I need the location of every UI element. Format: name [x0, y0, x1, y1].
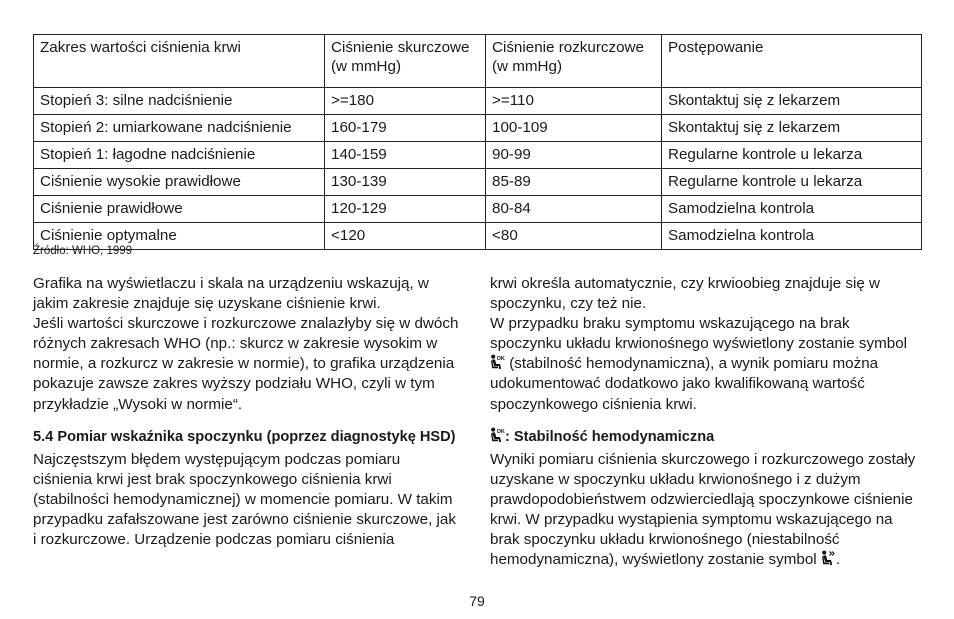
seated-person-ok-icon — [490, 427, 505, 443]
cell-range: Stopień 3: silne nadciśnienie — [34, 88, 325, 115]
table-row — [34, 223, 922, 250]
paragraph: Jeśli wartości skurczowe i rozkurczowe znalazłyby się w dwóch różnych zakresach WHO (np.: skurcz w zakresie wysokim w normie, a rozkurcz w zakresie w normie), to grafika urządzenia pokazuje zawsze zakres wyższy podziału WHO, czyli w tym przykładzie „Wysoki w normie“. — [33, 315, 459, 413]
cell-systolic: 120-129 — [325, 196, 486, 223]
cell-range: Stopień 2: umiarkowane nadciśnienie — [34, 115, 325, 142]
ok-label: OK — [496, 428, 505, 435]
header-diastolic: Ciśnienie rozkurczowe (w mmHg) — [486, 35, 662, 88]
cell-action: Samodzielna kontrola — [662, 223, 922, 250]
subsection-heading — [490, 427, 920, 447]
cell-diastolic: >=110 — [486, 88, 662, 115]
cell-action: Skontaktuj się z lekarzem — [662, 88, 922, 115]
seated-person-unstable-icon — [821, 550, 836, 566]
paragraph: Grafika na wyświetlaczu i skala na urządzeniu wskazują, w jakim zakresie znajduje się uzyskane ciśnienie krwi. — [33, 275, 429, 313]
cell-action: Regularne kontrole u lekarza — [662, 169, 922, 196]
paragraph-text: W przypadku braku symptomu wskazującego na brak spoczynku układu krwionośnego wyświetlony zostanie symbol — [490, 315, 908, 353]
cell-diastolic: 100-109 — [486, 115, 662, 142]
cell-action: Skontaktuj się z lekarzem — [662, 115, 922, 142]
page-number: 79 — [469, 593, 485, 609]
cell-range: Ciśnienie prawidłowe — [34, 196, 325, 223]
table-row — [34, 115, 922, 142]
cell-diastolic: 80-84 — [486, 196, 662, 223]
cell-diastolic: 90-99 — [486, 142, 662, 169]
paragraph-end: . — [835, 551, 841, 569]
cell-range: Ciśnienie wysokie prawidłowe — [34, 169, 325, 196]
who-classification-table — [33, 34, 922, 250]
cell-diastolic: 85-89 — [486, 169, 662, 196]
cell-systolic: 130-139 — [325, 169, 486, 196]
table-row — [34, 142, 922, 169]
left-column — [33, 274, 463, 550]
cell-action: Regularne kontrole u lekarza — [662, 142, 922, 169]
header-systolic: Ciśnienie skurczowe (w mmHg) — [325, 35, 486, 88]
header-range: Zakres wartości ciśnienia krwi — [34, 35, 325, 88]
cell-range: Ciśnienie optymalne — [34, 223, 325, 250]
paragraph-text: (stabilność hemodynamiczna), a wynik pomiaru można udokumentować dodatkowo jako kwalifikowaną wartość spoczynkowego ciśnienia krwi. — [490, 355, 879, 413]
paragraph — [490, 314, 920, 414]
cell-systolic: 160-179 — [325, 115, 486, 142]
seated-person-ok-icon — [490, 354, 505, 370]
cell-range: Stopień 1: łagodne nadciśnienie — [34, 142, 325, 169]
ok-label: OK — [496, 356, 505, 363]
table-row — [34, 88, 922, 115]
paragraph-text: Wyniki pomiaru ciśnienia skurczowego i rozkurczowego zostały uzyskane w spoczynku układu krwionośnego i z dużym prawdopodobieństwem odzwierciedlają spoczynkowe ciśnienie krwi. W przypadku wystąpienia symptomu wskazującego na brak spoczynku układu krwionośnego (niestabilność hemodynamiczna), wyświetlony zostanie symbol — [490, 450, 916, 569]
section-number: 5.4 — [33, 428, 54, 445]
section-title: Pomiar wskaźnika spoczynku (poprzez diagnostykę HSD) — [57, 428, 456, 445]
paragraph: Najczęstszym błędem występującym podczas pomiaru ciśnienia krwi jest brak spoczynkowego ciśnienia krwi (stabilności hemodynamicznej) w momencie pomiaru. W takim przypadku zafałszowane jest zarówno ciśnienie skurczowe, jak i rozkurczowe. Urządzenie podczas pomiaru ciśnienia — [33, 450, 456, 549]
table-header-row — [34, 35, 922, 88]
section-heading — [33, 428, 463, 447]
table-row — [34, 196, 922, 223]
paragraph — [490, 450, 920, 571]
header-action: Postępowanie — [662, 35, 922, 88]
right-column — [490, 274, 920, 570]
cell-systolic: >=180 — [325, 88, 486, 115]
subsection-title: : Stabilność hemodynamiczna — [505, 428, 715, 445]
cell-systolic: <120 — [325, 223, 486, 250]
cell-systolic: 140-159 — [325, 142, 486, 169]
source-note: Źródło: WHO, 1999 — [33, 245, 133, 257]
cell-diastolic: <80 — [486, 223, 662, 250]
table-row — [34, 169, 922, 196]
cell-action: Samodzielna kontrola — [662, 196, 922, 223]
paragraph: krwi określa automatycznie, czy krwioobieg znajduje się w spoczynku, czy też nie. — [490, 275, 880, 313]
